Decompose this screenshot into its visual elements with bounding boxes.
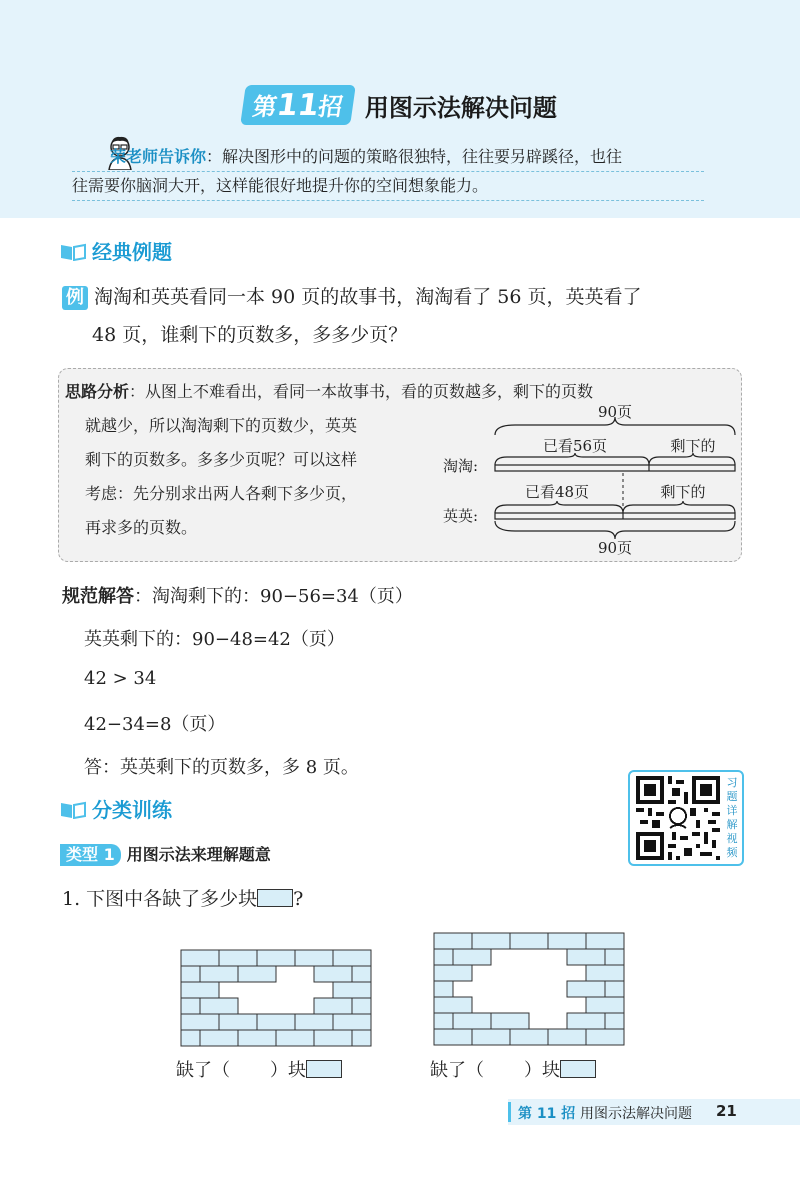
analysis-line-5: 再求多的页数。 xyxy=(85,518,198,537)
brick xyxy=(491,1013,529,1029)
brick xyxy=(200,998,238,1014)
brick xyxy=(238,966,276,982)
brick xyxy=(434,981,453,997)
qr-code-icon[interactable] xyxy=(636,776,720,860)
example-badge: 例 xyxy=(62,286,88,310)
brick xyxy=(181,966,200,982)
brick xyxy=(510,933,548,949)
brick xyxy=(586,965,624,981)
brick xyxy=(257,1014,295,1030)
brick xyxy=(605,981,624,997)
brick xyxy=(510,1029,548,1045)
brick xyxy=(276,1030,314,1046)
brick xyxy=(333,982,371,998)
brick xyxy=(434,1029,472,1045)
qr-side-text: 习题详解视频 xyxy=(726,776,738,859)
section-classic-examples: 经典例题 xyxy=(60,236,172,265)
type-title: 用图示法来理解题意 xyxy=(126,845,271,864)
solution-line-1: 规范解答：淘淘剩下的：90−56=34（页） xyxy=(62,586,413,607)
analysis-line-2: 就越少，所以淘淘剩下的页数少，英英 xyxy=(85,416,358,435)
page-number: 21 xyxy=(716,1102,737,1120)
yingying-bar xyxy=(495,513,735,519)
brick xyxy=(548,933,586,949)
brick xyxy=(257,950,295,966)
total-bottom-label: 90页 xyxy=(597,539,633,557)
brick xyxy=(200,966,238,982)
taotao-name: 淘淘: xyxy=(443,457,479,475)
brick xyxy=(333,1014,371,1030)
brick xyxy=(567,981,605,997)
solution-line-3: 42 > 34 xyxy=(84,668,157,689)
book-icon xyxy=(60,801,86,819)
brick xyxy=(181,998,200,1014)
brick xyxy=(453,949,491,965)
brick xyxy=(181,1030,200,1046)
brick xyxy=(333,950,371,966)
footer-accent-bar xyxy=(508,1102,511,1122)
qr-code-panel[interactable] xyxy=(628,770,744,866)
yingying-read-label: 已看48页 xyxy=(524,483,590,501)
brick-icon xyxy=(560,1060,596,1078)
brick-icon xyxy=(257,889,293,907)
brick xyxy=(352,966,371,982)
type-heading xyxy=(60,842,271,866)
brick xyxy=(567,1013,605,1029)
brick xyxy=(586,997,624,1013)
book-icon xyxy=(60,243,86,261)
brick xyxy=(352,998,371,1014)
footer-chapter: 第 11 招 xyxy=(518,1106,576,1122)
example-line-1: 淘淘和英英看同一本 90 页的故事书，淘淘看了 56 页，英英看了 xyxy=(94,286,642,308)
brick-wall-left xyxy=(181,950,371,1046)
brick xyxy=(434,1013,453,1029)
answer-left: 缺了（ ）块 xyxy=(176,1056,342,1082)
solution-label: 规范解答 xyxy=(62,586,134,607)
tip-line-1: ：解决图形中的问题的策略很独特，往往要另辟蹊径，也往 xyxy=(206,147,623,166)
analysis-box xyxy=(58,368,742,562)
taotao-left-label: 剩下的 xyxy=(670,437,716,455)
brick xyxy=(472,933,510,949)
yingying-name: 英英: xyxy=(443,507,479,525)
example-line-2: 48 页，谁剩下的页数多，多多少页？ xyxy=(92,324,408,346)
brick xyxy=(238,1030,276,1046)
taotao-read-label: 已看56页 xyxy=(542,437,608,455)
line-segment-diagram xyxy=(59,369,741,561)
chapter-title-text: 用图示法解决问题 xyxy=(364,93,557,122)
chapter-badge: 第11招 xyxy=(240,85,355,125)
brick xyxy=(548,1029,586,1045)
solution-answer: 答：英英剩下的页数多，多 8 页。 xyxy=(84,757,359,778)
brick xyxy=(219,1014,257,1030)
brick xyxy=(472,1029,510,1045)
brick xyxy=(219,950,257,966)
brick xyxy=(434,965,472,981)
page-footer xyxy=(508,1099,800,1125)
brick xyxy=(314,966,352,982)
analysis-line-1: ：从图上不难看出，看同一本故事书，看的页数越多，剩下的页数 xyxy=(129,382,594,401)
yingying-left-label: 剩下的 xyxy=(660,483,706,501)
brick xyxy=(605,949,624,965)
analysis-line-3: 剩下的页数多。多多少页呢？可以这样 xyxy=(85,450,358,469)
total-top-label: 90页 xyxy=(597,403,633,421)
brick xyxy=(605,1013,624,1029)
tip-label: 荣老师告诉你 xyxy=(110,147,207,166)
brick xyxy=(434,997,472,1013)
chapter-title xyxy=(0,85,800,125)
brick xyxy=(295,1014,333,1030)
brick-wall-right xyxy=(434,933,624,1045)
brick xyxy=(181,950,219,966)
brick xyxy=(453,1013,491,1029)
section-practice: 分类训练 xyxy=(60,794,172,823)
brick xyxy=(181,1014,219,1030)
brick xyxy=(586,933,624,949)
question-1: 1. 下图中各缺了多少块 ? xyxy=(62,888,304,910)
footer-title: 用图示法解决问题 xyxy=(580,1106,692,1122)
brick xyxy=(295,950,333,966)
brick xyxy=(567,949,605,965)
solution-line-4: 42−34=8（页） xyxy=(84,714,226,735)
brick xyxy=(434,933,472,949)
brick-icon xyxy=(306,1060,342,1078)
brick xyxy=(434,949,453,965)
answer-right: 缺了（ ）块 xyxy=(430,1056,596,1082)
brick xyxy=(586,1029,624,1045)
taotao-bar xyxy=(495,465,735,471)
brick xyxy=(314,998,352,1014)
tip-line-2: 往需要你脑洞大开，这样能很好地提升你的空间想象能力。 xyxy=(72,172,704,201)
analysis-label: 思路分析 xyxy=(65,382,130,401)
brick xyxy=(314,1030,352,1046)
brick xyxy=(200,1030,238,1046)
solution-line-2: 英英剩下的：90−48=42（页） xyxy=(84,629,345,650)
type-badge: 类型 1 xyxy=(60,844,121,866)
example-problem xyxy=(62,278,762,354)
brick xyxy=(181,982,219,998)
teacher-tip xyxy=(72,143,704,201)
brick xyxy=(352,1030,371,1046)
analysis-line-4: 考虑：先分别求出两人各剩下多少页， xyxy=(85,484,358,503)
